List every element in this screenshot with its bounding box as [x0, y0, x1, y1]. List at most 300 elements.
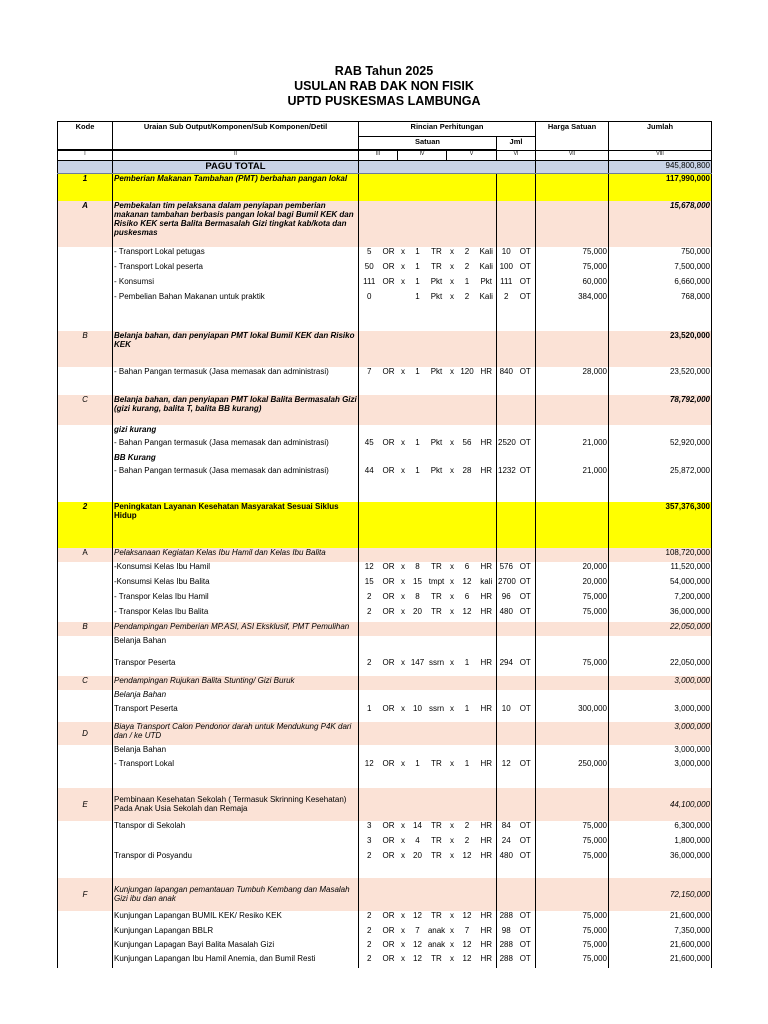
kode-cell: E — [58, 788, 113, 821]
harga-satuan-cell: 75,000 — [536, 658, 609, 676]
times-1-cell: x — [401, 465, 405, 475]
uraian-cell: Pemberian Makanan Tambahan (PMT) berbahan pangan lokal — [113, 174, 359, 201]
table-row — [58, 174, 712, 201]
table-row — [58, 821, 712, 836]
harga-satuan-cell: 75,000 — [536, 247, 609, 262]
times-1-cell: x — [401, 591, 405, 601]
uraian-cell: - Transport Lokal — [113, 759, 359, 788]
jml-cell: 840 — [497, 367, 516, 395]
qty-1-cell: 111 — [363, 276, 376, 286]
jml-unit-cell: OT — [519, 437, 531, 447]
times-1-cell: x — [401, 835, 405, 845]
unit-1-cell: OR — [382, 820, 395, 830]
times-1-cell: x — [401, 657, 405, 667]
jml-cell: 10 — [497, 704, 516, 722]
jml-unit-cell: OT — [519, 925, 531, 935]
unit-1-cell: OR — [382, 758, 395, 768]
harga-satuan-cell: 384,000 — [536, 292, 609, 307]
times-2-cell: x — [450, 820, 454, 830]
table-row — [58, 577, 712, 592]
qty-3-cell: 6 — [464, 561, 470, 571]
jumlah-cell — [609, 453, 712, 466]
jml-cell: 100 — [497, 262, 516, 277]
qty-3-cell: 2 — [464, 291, 470, 301]
jml-cell — [497, 425, 516, 438]
table-row — [58, 201, 712, 247]
table-row — [58, 277, 712, 292]
jml-unit-cell: OT — [519, 850, 531, 860]
kode-cell: C — [58, 676, 113, 690]
unit-2-cell: TR — [431, 835, 442, 845]
uraian-cell: Pendampingan Pemberian MP.ASI, ASI Eksklusif, PMT Pemulihan — [113, 622, 359, 636]
harga-satuan-cell — [536, 174, 609, 201]
uraian-cell: Pendampingan Rujukan Balita Stunting/ Gizi Buruk — [113, 676, 359, 690]
qty-1-cell: 2 — [367, 606, 372, 616]
jumlah-cell: 3,000,000 — [609, 745, 712, 759]
jml-cell: 576 — [497, 562, 516, 577]
unit-1-cell: OR — [382, 939, 395, 949]
jumlah-cell: 22,050,000 — [609, 658, 712, 676]
kode-cell — [58, 690, 113, 704]
unit-2-cell: Pkt — [430, 366, 443, 376]
jumlah-cell: 23,520,000 — [609, 331, 712, 367]
table-row — [58, 851, 712, 878]
unit-3-cell: HR — [480, 925, 493, 935]
unit-2-cell: ssrn — [428, 657, 445, 667]
unit-2-cell: Pkt — [430, 465, 443, 475]
unit-2-cell: TR — [431, 910, 442, 920]
table-row — [58, 636, 712, 658]
times-1-cell: x — [401, 850, 405, 860]
unit-1-cell: OR — [382, 910, 395, 920]
times-2-cell: x — [450, 465, 454, 475]
unit-2-cell: TR — [431, 820, 442, 830]
unit-2-cell: anak — [427, 925, 446, 935]
harga-satuan-cell — [536, 788, 609, 821]
jml-cell: 84 — [497, 821, 516, 836]
roman-8: VIII — [609, 151, 712, 161]
jml-unit-cell: OT — [519, 953, 531, 963]
unit-2-cell: Pkt — [430, 276, 443, 286]
table-row — [58, 425, 712, 438]
jumlah-cell: 357,376,300 — [609, 502, 712, 548]
harga-satuan-cell: 75,000 — [536, 821, 609, 836]
kode-cell: C — [58, 395, 113, 425]
qty-1-cell: 5 — [367, 246, 372, 256]
kode-cell: B — [58, 622, 113, 636]
qty-1-cell: 0 — [367, 291, 372, 301]
roman-5: V — [447, 151, 497, 161]
times-2-cell: x — [450, 561, 454, 571]
jumlah-cell: 36,000,000 — [609, 851, 712, 878]
uraian-cell: Biaya Transport Calon Pendonor darah untuk Mendukung P4K dari dan / ke UTD — [113, 722, 359, 745]
kode-cell: 1 — [58, 174, 113, 201]
unit-3-cell: HR — [480, 939, 493, 949]
jml-unit-cell: OT — [519, 366, 531, 376]
uraian-cell: - Transpor Kelas Ibu Balita — [113, 607, 359, 622]
kode-cell — [58, 745, 113, 759]
qty-1-cell: 12 — [364, 561, 374, 571]
uraian-cell: Belanja Bahan — [113, 636, 359, 658]
table-row — [58, 307, 712, 331]
harga-satuan-cell — [536, 636, 609, 658]
qty-3-cell: 12 — [462, 939, 472, 949]
uraian-cell: - Pembelian Bahan Makanan untuk praktik — [113, 292, 359, 307]
times-1-cell: x — [401, 366, 405, 376]
jumlah-cell: 1,800,000 — [609, 836, 712, 851]
qty-3-cell: 1 — [464, 657, 470, 667]
table-row — [58, 466, 712, 502]
harga-satuan-cell — [536, 453, 609, 466]
jml-unit-cell: OT — [519, 261, 531, 271]
jumlah-cell: 750,000 — [609, 247, 712, 262]
harga-satuan-cell — [536, 307, 609, 331]
qty-3-cell: 1 — [464, 703, 470, 713]
qty-2-cell: 1 — [415, 465, 420, 475]
uraian-cell: Belanja bahan, dan penyiapan PMT lokal Balita Bermasalah Gizi (gizi kurang, balita T, balita BB kurang) — [113, 395, 359, 425]
qty-2-cell: 14 — [413, 820, 422, 830]
unit-3-cell: HR — [480, 835, 493, 845]
qty-1-cell: 2 — [367, 925, 372, 935]
qty-1-cell: 2 — [367, 953, 372, 963]
kode-cell — [58, 307, 113, 331]
pagu-total-label: PAGU TOTAL — [113, 161, 359, 174]
unit-3-cell: Kali — [479, 261, 493, 271]
table-row — [58, 658, 712, 676]
jml-cell — [497, 636, 516, 658]
unit-3-cell: HR — [480, 953, 493, 963]
table-row — [58, 759, 712, 788]
harga-satuan-cell: 250,000 — [536, 759, 609, 788]
qty-1-cell: 2 — [367, 910, 372, 920]
unit-3-cell: HR — [480, 758, 493, 768]
jml-unit-cell: OT — [519, 276, 531, 286]
qty-3-cell: 1 — [464, 758, 470, 768]
qty-2-cell: 20 — [413, 606, 422, 616]
jml-unit-cell: OT — [519, 910, 531, 920]
qty-2-cell: 1 — [415, 261, 420, 271]
jml-cell: 96 — [497, 592, 516, 607]
qty-3-cell: 12 — [462, 576, 472, 586]
kode-cell: A — [58, 201, 113, 247]
unit-3-cell: HR — [480, 657, 493, 667]
jml-unit-cell: OT — [519, 820, 531, 830]
qty-2-cell: 1 — [415, 437, 420, 447]
qty-3-cell: 2 — [464, 246, 470, 256]
jumlah-cell — [609, 307, 712, 331]
table-row — [58, 878, 712, 911]
unit-1-cell: OR — [382, 261, 395, 271]
jumlah-cell: 768,000 — [609, 292, 712, 307]
table-row — [58, 592, 712, 607]
jumlah-cell: 21,600,000 — [609, 940, 712, 954]
jml-unit-cell: OT — [519, 939, 531, 949]
times-1-cell: x — [401, 925, 405, 935]
unit-1-cell: OR — [382, 561, 395, 571]
jumlah-cell: 52,920,000 — [609, 438, 712, 453]
unit-1-cell: OR — [382, 437, 395, 447]
jumlah-cell: 25,872,000 — [609, 466, 712, 502]
table-row — [58, 745, 712, 759]
unit-2-cell: TR — [431, 591, 442, 601]
jumlah-cell: 44,100,000 — [609, 788, 712, 821]
kode-cell — [58, 453, 113, 466]
times-1-cell: x — [401, 576, 405, 586]
uraian-cell: BB Kurang — [113, 453, 359, 466]
times-1-cell: x — [401, 939, 405, 949]
times-2-cell: x — [450, 835, 454, 845]
uraian-cell: Transpor di Posyandu — [113, 851, 359, 878]
jml-unit-cell: OT — [519, 576, 531, 586]
qty-2-cell: 147 — [410, 657, 425, 667]
qty-2-cell: 1 — [415, 758, 420, 768]
qty-3-cell: 12 — [462, 953, 472, 963]
times-2-cell: x — [450, 261, 454, 271]
qty-1-cell: 3 — [367, 820, 372, 830]
unit-2-cell: TR — [431, 561, 442, 571]
jumlah-cell: 21,600,000 — [609, 954, 712, 968]
uraian-cell: - Transport Lokal peserta — [113, 262, 359, 277]
table-row — [58, 690, 712, 704]
jml-unit-cell: OT — [519, 606, 531, 616]
uraian-cell: - Konsumsi — [113, 277, 359, 292]
kode-cell — [58, 759, 113, 788]
harga-satuan-cell — [536, 745, 609, 759]
jml-cell: 2 — [497, 292, 516, 307]
uraian-cell: Kunjungan Lapangan BBLR — [113, 926, 359, 940]
jml-unit-cell: OT — [519, 758, 531, 768]
times-1-cell: x — [401, 910, 405, 920]
qty-3-cell: 28 — [462, 465, 472, 475]
harga-satuan-cell: 75,000 — [536, 262, 609, 277]
qty-2-cell: 1 — [415, 246, 420, 256]
qty-3-cell: 56 — [462, 437, 472, 447]
unit-3-cell: HR — [480, 850, 493, 860]
jumlah-cell: 3,000,000 — [609, 722, 712, 745]
uraian-cell: Kunjungan Lapangan BUMIL KEK/ Resiko KEK — [113, 911, 359, 926]
unit-3-cell: Pkt — [480, 276, 493, 286]
uraian-cell: Peningkatan Layanan Kesehatan Masyarakat Sesuai Siklus Hidup — [113, 502, 359, 548]
harga-satuan-cell — [536, 622, 609, 636]
uraian-cell: - Bahan Pangan termasuk (Jasa memasak dan administrasi) — [113, 438, 359, 453]
jml-unit-cell: OT — [519, 657, 531, 667]
qty-1-cell: 7 — [367, 366, 372, 376]
unit-1-cell: OR — [382, 591, 395, 601]
jumlah-cell: 3,000,000 — [609, 704, 712, 722]
table-row — [58, 676, 712, 690]
kode-cell: B — [58, 331, 113, 367]
times-1-cell: x — [401, 606, 405, 616]
uraian-cell: Belanja bahan, dan penyiapan PMT lokal Bumil KEK dan Risiko KEK — [113, 331, 359, 367]
kode-cell — [58, 247, 113, 262]
uraian-cell: Belanja Bahan — [113, 745, 359, 759]
jumlah-cell: 78,792,000 — [609, 395, 712, 425]
harga-satuan-cell: 20,000 — [536, 577, 609, 592]
qty-1-cell: 12 — [364, 758, 374, 768]
unit-1-cell: OR — [382, 276, 395, 286]
table-row — [58, 607, 712, 622]
jml-unit-cell: OT — [519, 465, 531, 475]
times-2-cell: x — [450, 657, 454, 667]
qty-3-cell: 7 — [464, 925, 470, 935]
table-row — [58, 911, 712, 926]
harga-satuan-cell — [536, 425, 609, 438]
table-row — [58, 292, 712, 307]
uraian-cell: gizi kurang — [113, 425, 359, 438]
harga-satuan-cell: 28,000 — [536, 367, 609, 395]
qty-3-cell: 12 — [462, 850, 472, 860]
qty-2-cell: 12 — [413, 910, 422, 920]
table-row — [58, 247, 712, 262]
unit-2-cell: TR — [431, 606, 442, 616]
kode-cell — [58, 607, 113, 622]
jml-unit-cell: OT — [519, 835, 531, 845]
qty-3-cell: 1 — [464, 276, 470, 286]
kode-cell — [58, 636, 113, 658]
unit-2-cell: tmpt — [428, 576, 445, 586]
times-1-cell: x — [401, 953, 405, 963]
unit-3-cell: HR — [480, 606, 493, 616]
roman-3: III — [359, 151, 398, 161]
times-2-cell: x — [450, 850, 454, 860]
jml-cell: 1232 — [497, 466, 516, 502]
table-row — [58, 622, 712, 636]
table-row — [58, 722, 712, 745]
jml-cell: 10 — [497, 247, 516, 262]
qty-1-cell: 2 — [367, 850, 372, 860]
qty-2-cell: 20 — [413, 850, 422, 860]
times-1-cell: x — [401, 561, 405, 571]
jml-unit-cell: OT — [519, 561, 531, 571]
rab-table — [57, 121, 712, 968]
jml-cell — [497, 745, 516, 759]
times-2-cell: x — [450, 953, 454, 963]
header-uraian: Uraian Sub Output/Komponen/Sub Komponen/Detil — [113, 122, 359, 150]
unit-2-cell: TR — [431, 261, 442, 271]
unit-1-cell: OR — [382, 246, 395, 256]
roman-2: II — [113, 151, 359, 161]
jml-unit-cell: OT — [519, 703, 531, 713]
jumlah-cell: 6,660,000 — [609, 277, 712, 292]
qty-1-cell: 3 — [367, 835, 372, 845]
times-2-cell: x — [450, 437, 454, 447]
times-2-cell: x — [450, 366, 454, 376]
harga-satuan-cell: 75,000 — [536, 926, 609, 940]
table-row — [58, 704, 712, 722]
kode-cell: A — [58, 548, 113, 562]
qty-2-cell: 1 — [415, 276, 420, 286]
qty-1-cell: 44 — [364, 465, 374, 475]
table-row — [58, 788, 712, 821]
uraian-cell: Transpor Peserta — [113, 658, 359, 676]
kode-cell — [58, 367, 113, 395]
header-jumlah: Jumlah — [609, 122, 712, 151]
uraian-cell: Transport Peserta — [113, 704, 359, 722]
kode-cell — [58, 911, 113, 926]
jml-cell: 288 — [497, 954, 516, 968]
qty-2-cell: 8 — [415, 591, 420, 601]
header-kode: Kode — [58, 122, 113, 150]
unit-3-cell: HR — [480, 910, 493, 920]
uraian-cell: Belanja Bahan — [113, 690, 359, 704]
jumlah-cell: 3,000,000 — [609, 676, 712, 690]
times-2-cell: x — [450, 925, 454, 935]
harga-satuan-cell — [536, 548, 609, 562]
jml-unit-cell: OT — [519, 291, 531, 301]
times-2-cell: x — [450, 606, 454, 616]
times-2-cell: x — [450, 939, 454, 949]
jml-cell: 294 — [497, 658, 516, 676]
table-row — [58, 548, 712, 562]
table-row — [58, 836, 712, 851]
unit-2-cell: ssrn — [428, 703, 445, 713]
unit-3-cell: HR — [480, 465, 493, 475]
jumlah-cell: 7,200,000 — [609, 592, 712, 607]
table-row — [58, 502, 712, 548]
unit-1-cell: OR — [382, 606, 395, 616]
jumlah-cell — [609, 425, 712, 438]
kode-cell — [58, 262, 113, 277]
unit-3-cell: HR — [480, 561, 493, 571]
times-1-cell: x — [401, 437, 405, 447]
times-1-cell: x — [401, 758, 405, 768]
kode-cell — [58, 954, 113, 968]
unit-2-cell: Pkt — [430, 437, 443, 447]
jumlah-cell: 3,000,000 — [609, 759, 712, 788]
harga-satuan-cell: 75,000 — [536, 911, 609, 926]
kode-cell — [58, 926, 113, 940]
harga-satuan-cell — [536, 676, 609, 690]
kode-cell — [58, 277, 113, 292]
uraian-cell: Ttanspor di Sekolah — [113, 821, 359, 836]
kode-cell — [58, 562, 113, 577]
harga-satuan-cell — [536, 395, 609, 425]
jumlah-cell: 7,500,000 — [609, 262, 712, 277]
jumlah-cell: 22,050,000 — [609, 622, 712, 636]
times-1-cell: x — [401, 703, 405, 713]
times-2-cell: x — [450, 576, 454, 586]
times-1-cell — [398, 292, 409, 307]
uraian-cell — [113, 307, 359, 331]
jml-cell: 480 — [497, 851, 516, 878]
harga-satuan-cell: 60,000 — [536, 277, 609, 292]
uraian-cell: - Bahan Pangan termasuk (Jasa memasak dan administrasi) — [113, 367, 359, 395]
uraian-cell: Pembekalan tim pelaksana dalam penyiapan pemberian makanan tambahan berbasis pangan lokal bagi Bumil KEK dan Risiko KEK serta Balita Bermasalah Gizi tingkat kab/kota dan puskesmas — [113, 201, 359, 247]
doc-title-line2: USULAN RAB DAK NON FISIK — [294, 79, 474, 93]
table-row — [58, 262, 712, 277]
jumlah-cell: 72,150,000 — [609, 878, 712, 911]
qty-2-cell: 10 — [413, 703, 422, 713]
roman-7: VII — [536, 151, 609, 161]
uraian-cell: - Bahan Pangan termasuk (Jasa memasak dan administrasi) — [113, 466, 359, 502]
uraian-cell: - Transport Lokal petugas — [113, 247, 359, 262]
jml-cell: 288 — [497, 911, 516, 926]
unit-3-cell: HR — [480, 703, 493, 713]
jumlah-cell: 11,520,000 — [609, 562, 712, 577]
times-1-cell: x — [401, 246, 405, 256]
qty-2-cell: 12 — [413, 953, 422, 963]
jml-cell — [497, 307, 516, 331]
unit-1-cell: OR — [382, 835, 395, 845]
jml-unit-cell: OT — [519, 246, 531, 256]
qty-2-cell: 4 — [415, 835, 420, 845]
jumlah-cell: 36,000,000 — [609, 607, 712, 622]
qty-1-cell: 50 — [364, 261, 374, 271]
jml-cell: 2700 — [497, 577, 516, 592]
harga-satuan-cell — [536, 690, 609, 704]
unit-3-cell: HR — [480, 366, 493, 376]
times-2-cell: x — [450, 758, 454, 768]
